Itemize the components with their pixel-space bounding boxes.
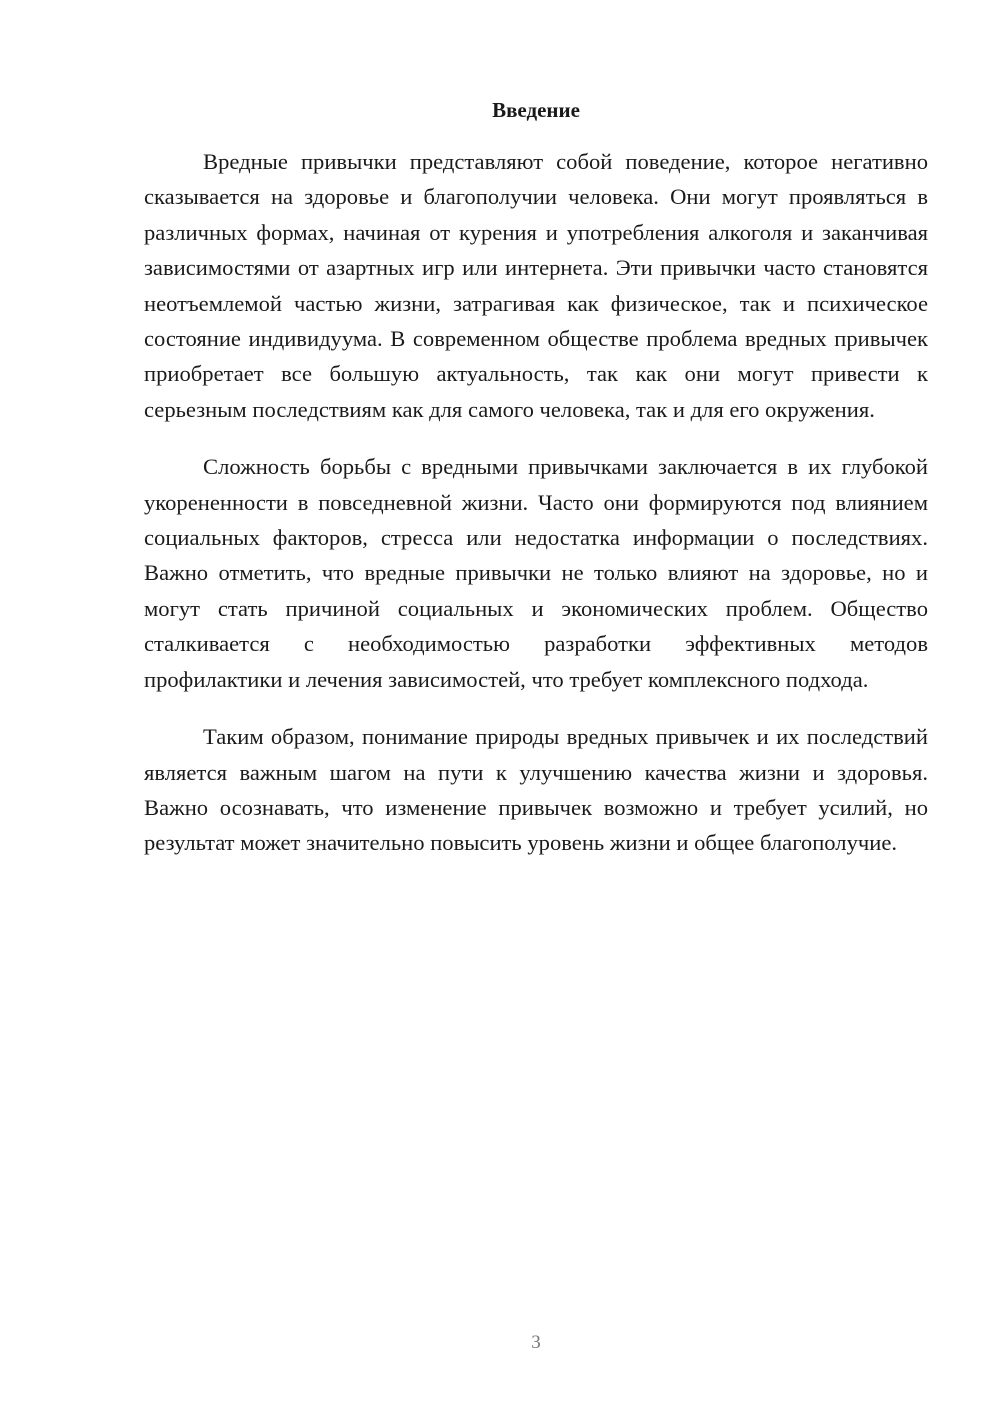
section-heading: Введение (492, 98, 580, 122)
paragraph-3: Таким образом, понимание природы вредных привычек и их последствий является важным шагом на пути к улучшению качества жизни и здоровья. Важно осознавать, что изменение привычек возможно и требует усилий, но результат может значительно повысить уровень жизни и общее благополучие. (144, 724, 928, 856)
paragraph-2: Сложность борьбы с вредными привычками заключается в их глубокой укорененности в повседневной жизни. Часто они формируются под влиянием социальных факторов, стресса или недостатка информации о последствиях. Важно отметить, что вредные привычки не только влияют на здоровье, но и могут стать причиной социальных и экономических проблем. Общество сталкивается с необходимостью разработки эффективных методов профилактики и лечения зависимостей, что требует комплексного подхода. (144, 454, 928, 692)
page-number: 3 (531, 1332, 541, 1353)
paragraph-1: Вредные привычки представляют собой поведение, которое негативно сказывается на здоровье и благополучии человека. Они могут проявляться в различных формах, начиная от курения и употребления алкоголя и заканчивая зависимостями от азартных игр или интернета. Эти привычки часто становятся неотъемлемой частью жизни, затрагивая как физическое, так и психическое состояние индивидуума. В современном обществе проблема вредных привычек приобретает все большую актуальность, так как они могут привести к серьезным последствиям как для самого человека, так и для его окружения. (144, 149, 928, 422)
page-body (144, 92, 928, 883)
